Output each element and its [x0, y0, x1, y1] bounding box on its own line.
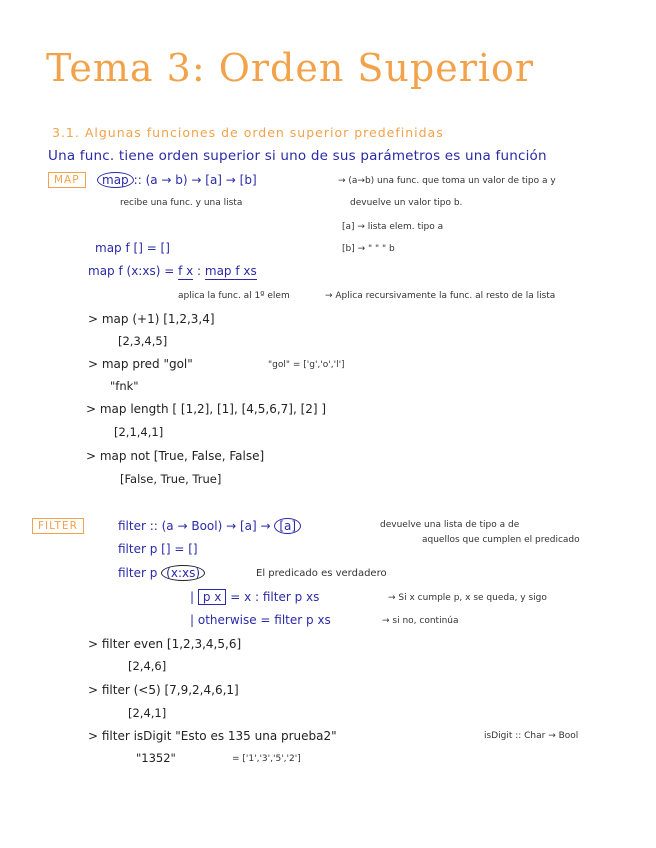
filter-note-right-1: devuelve una lista de tipo a de [380, 520, 520, 530]
filter-example-2-input: > filter (<5) [7,9,2,4,6,1] [88, 683, 239, 697]
filter-base-case: filter p [] = [] [118, 542, 198, 556]
filter-example-3-output-note: = ['1','3','5','2'] [232, 754, 301, 764]
map-example-2-input: > map pred "gol" [88, 357, 193, 371]
map-rec-colon: : [193, 264, 205, 278]
filter-note-otherwise: → si no, continúa [382, 616, 459, 626]
map-example-3-output: [2,1,4,1] [114, 425, 164, 439]
map-rec-prefix: map f (x:xs) = [88, 264, 179, 278]
filter-example-3-input: > filter isDigit "Esto es 135 una prueba2" [88, 729, 337, 743]
map-example-1-input: > map (+1) [1,2,3,4] [88, 312, 215, 326]
filter-sig-prefix: filter :: (a → Bool) → [a] → [118, 519, 275, 533]
map-recursive-case [88, 264, 257, 278]
filter-note-predicate: El predicado es verdadero [256, 568, 387, 579]
map-example-4-input: > map not [True, False, False] [86, 449, 265, 463]
filter-sig-circled: [a] [274, 518, 301, 534]
map-signature-text: :: (a → b) → [a] → [b] [133, 173, 257, 187]
filter-rec-prefix: filter p [118, 566, 162, 580]
map-note-b: [b] → " " " b [342, 244, 395, 254]
filter-otherwise-line: | otherwise = filter p xs [190, 613, 331, 627]
filter-note-right-2: aquellos que cumplen el predicado [422, 535, 580, 545]
page-title: Tema 3: Orden Superior [46, 46, 535, 90]
map-base-case: map f [] = [] [95, 241, 170, 255]
map-signature [97, 173, 257, 187]
map-rec-head: f x [178, 264, 194, 278]
map-note-returns: devuelve un valor tipo b. [350, 198, 463, 208]
filter-guard-box: p x [198, 589, 227, 605]
map-example-2-note: "gol" = ['g','o','l'] [268, 360, 345, 370]
map-example-1-output: [2,3,4,5] [118, 334, 168, 348]
map-note-a: [a] → lista elem. tipo a [342, 222, 444, 232]
map-example-4-output: [False, True, True] [120, 472, 222, 486]
filter-example-1-output: [2,4,6] [128, 659, 167, 673]
filter-example-3-output: "1352" [136, 751, 176, 765]
map-name-circled: map [97, 172, 134, 188]
map-note-recibe: recibe una func. y una lista [120, 198, 243, 208]
map-note-right: → (a→b) una func. que toma un valor de tipo a y [338, 176, 556, 186]
filter-rec-circled: (x:xs) [161, 565, 205, 581]
filter-guard-bar: | [190, 590, 198, 604]
filter-guard-rest: = x : filter p xs [226, 590, 320, 604]
filter-recursive-case [118, 566, 205, 580]
filter-guard-line [190, 590, 319, 604]
map-example-2-output: "fnk" [110, 379, 139, 393]
map-note-head: aplica la func. al 1º elem [178, 291, 290, 301]
filter-note-guard: → Si x cumple p, x se queda, y sigo [388, 593, 547, 603]
map-tag: MAP [48, 172, 86, 188]
filter-signature [118, 519, 301, 533]
filter-tag: FILTER [32, 518, 84, 534]
map-note-tail: → Aplica recursivamente la func. al resto de la lista [325, 291, 556, 301]
filter-example-1-input: > filter even [1,2,3,4,5,6] [88, 637, 242, 651]
map-example-3-input: > map length [ [1,2], [1], [4,5,6,7], [2] ] [86, 402, 327, 416]
map-rec-tail: map f xs [204, 264, 257, 278]
filter-example-2-output: [2,4,1] [128, 706, 167, 720]
intro-definition: Una func. tiene orden superior si uno de sus parámetros es una función [48, 148, 547, 164]
filter-example-3-note: isDigit :: Char → Bool [484, 731, 579, 741]
section-heading: 3.1. Algunas funciones de orden superior predefinidas [52, 125, 444, 140]
